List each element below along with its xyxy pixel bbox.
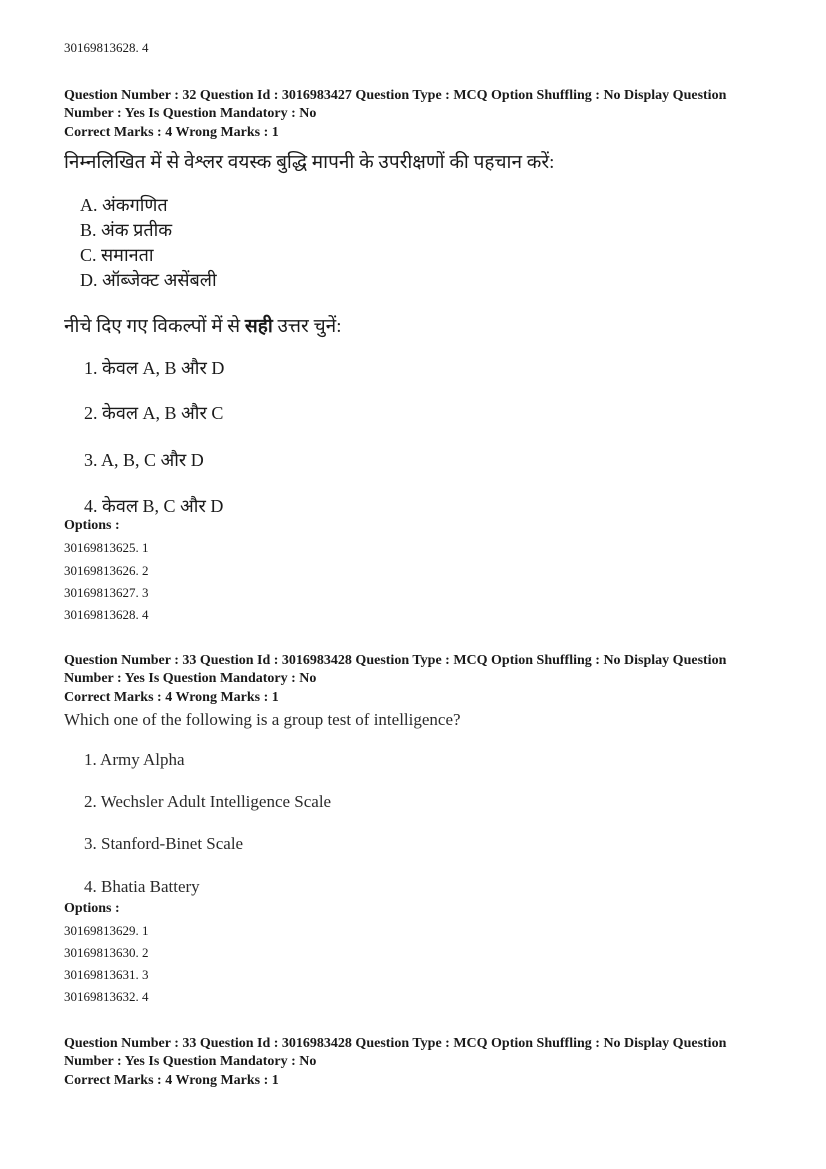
q32-option-id-2: 30169813626. 2 — [64, 563, 149, 578]
q33-option-id-4: 30169813632. 4 — [64, 989, 149, 1004]
q33-option-id-3: 30169813631. 3 — [64, 967, 149, 982]
q32-choice-3: 3. A, B, C और D — [84, 450, 204, 470]
q32-item-a: A. अंकगणित — [80, 195, 168, 215]
q33-meta-line1: Question Number : 33 Question Id : 3016983428 Question Type : MCQ Option Shuffling : No Display Question — [64, 653, 727, 668]
q32-options-label: Options : — [64, 518, 120, 533]
q32-choice-4: 4. केवल B, C और D — [84, 496, 224, 516]
q32-marks: Correct Marks : 4 Wrong Marks : 1 — [64, 125, 279, 140]
q33-option-id-2: 30169813630. 2 — [64, 945, 149, 960]
q32-choice-1: 1. केवल A, B और D — [84, 358, 225, 378]
q32-option-id-1: 30169813625. 1 — [64, 540, 149, 555]
q32-item-c: C. समानता — [80, 245, 154, 265]
q32-instruction-after: उत्तर चुनें: — [272, 316, 342, 337]
q32-item-b: B. अंक प्रतीक — [80, 220, 173, 240]
q32-instruction-before: नीचे दिए गए विकल्पों में से — [64, 316, 245, 337]
q33-options-label: Options : — [64, 901, 120, 916]
q32-option-id-4: 30169813628. 4 — [64, 607, 149, 622]
q33-question-text: Which one of the following is a group test of intelligence? — [64, 710, 461, 729]
q32-meta-line2: Number : Yes Is Question Mandatory : No — [64, 106, 317, 121]
q33-choice-1: 1. Army Alpha — [84, 750, 185, 769]
q32-meta-line1: Question Number : 32 Question Id : 3016983427 Question Type : MCQ Option Shuffling : No Display Question — [64, 88, 727, 103]
q33-choice-4: 4. Bhatia Battery — [84, 877, 200, 896]
q32-instruction — [64, 312, 341, 338]
q33-choice-3: 3. Stanford-Binet Scale — [84, 834, 244, 853]
q32-choice-2: 2. केवल A, B और C — [84, 403, 224, 423]
q32-question-text: निम्नलिखित में से वेश्लर वयस्क बुद्धि मापनी के उपरीक्षणों की पहचान करें: — [64, 152, 555, 173]
prev-option-id: 30169813628. 4 — [64, 40, 149, 55]
q33-choice-2: 2. Wechsler Adult Intelligence Scale — [84, 792, 332, 811]
q32-item-d: D. ऑब्जेक्ट असेंबली — [80, 270, 217, 290]
q33-option-id-1: 30169813629. 1 — [64, 923, 149, 938]
q33-meta-line2: Number : Yes Is Question Mandatory : No — [64, 671, 317, 686]
q33-marks: Correct Marks : 4 Wrong Marks : 1 — [64, 690, 279, 705]
q32-option-id-3: 30169813627. 3 — [64, 585, 149, 600]
q33b-marks: Correct Marks : 4 Wrong Marks : 1 — [64, 1073, 279, 1088]
q33b-meta-line1: Question Number : 33 Question Id : 3016983428 Question Type : MCQ Option Shuffling : No Display Question — [64, 1036, 727, 1051]
q32-instruction-bold: सही — [244, 316, 273, 337]
q33b-meta-line2: Number : Yes Is Question Mandatory : No — [64, 1054, 317, 1069]
